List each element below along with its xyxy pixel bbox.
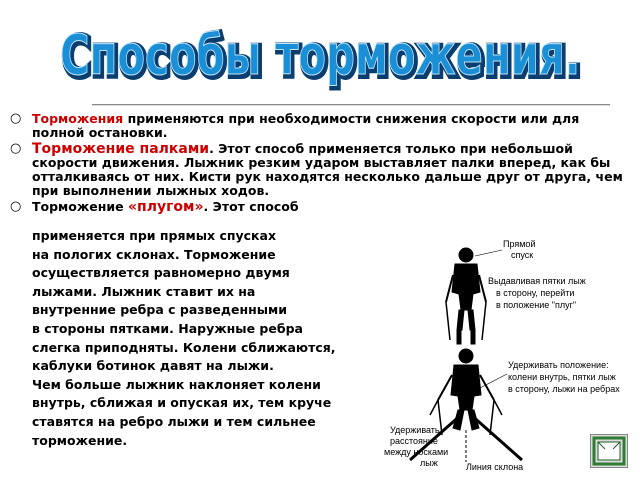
slide-title-text: Способы торможения. — [60, 23, 580, 87]
bullet-text: . Этот способ применяется только при небольшой скорости движения. Лыжник резким ударом выставляет палки вперед, как бы отталкиваясь от них. Кисти рук находятся несколько дальше друг от друга, чем при выполнении лыжных ходов. — [32, 141, 623, 198]
label-distance-4: лыж — [420, 458, 438, 468]
label-distance-2: расстояние — [390, 436, 438, 446]
text-line: на пологих склонах. Торможение — [32, 246, 276, 262]
plow-description — [32, 227, 336, 450]
bullet-item — [10, 200, 630, 214]
bullet-icon: ○ — [10, 111, 22, 126]
bullet-prefix: Торможение — [32, 199, 129, 214]
bullet-item — [10, 142, 630, 198]
label-step-2: в сторону, перейти — [496, 288, 575, 298]
bullet-text: применяются при необходимости снижения скорости или для полной остановки. — [32, 111, 580, 140]
text-line: Чем больше лыжник наклоняет колени — [32, 376, 321, 392]
text-line: торможение. — [32, 432, 128, 448]
text-line: в стороны пятками. Наружные ребра — [32, 320, 303, 336]
label-step-3: в положение "плуг" — [496, 300, 577, 310]
text-line: применяется при прямых спусках — [32, 228, 277, 243]
return-button[interactable] — [590, 434, 628, 468]
bullet-term: «плугом» — [128, 199, 204, 215]
text-line: каблуки ботинок давят на лыжи. — [32, 358, 274, 374]
label-distance-1: Удерживать — [390, 425, 440, 435]
bullet-term: Торможения — [32, 111, 124, 126]
label-step-1: Выдавливая пятки лыж — [488, 276, 586, 286]
text-line: ставятся на ребро лыжи и тем сильнее — [32, 413, 316, 429]
text-line: слегка приподняты. Колени сближаются, — [32, 339, 336, 355]
text-line: внутренние ребра с разведенными — [32, 302, 288, 318]
slide-title — [0, 0, 640, 100]
text-line: лыжами. Лыжник ставит их на — [32, 283, 256, 299]
bullet-item — [10, 112, 630, 140]
label-distance-3: между носками — [384, 447, 449, 457]
bullet-term: Торможение палками — [32, 141, 210, 157]
bullet-icon: ○ — [10, 199, 22, 214]
bullet-list — [10, 112, 630, 216]
text-line: осуществляется равномерно двумя — [32, 265, 290, 281]
text-line: внутрь, сближая и опуская их, тем круче — [32, 395, 332, 411]
label-straight-1: Прямой — [503, 239, 536, 249]
return-button-icon — [591, 435, 627, 467]
label-hold-1: Удерживать положение: — [508, 360, 609, 370]
label-slope-line: Линия склона — [466, 462, 524, 472]
label-hold-2: колени внутрь, пятки лыж — [508, 372, 616, 382]
bullet-text: . Этот способ — [203, 199, 299, 214]
leader-line — [475, 250, 502, 256]
bullet-icon: ○ — [10, 141, 22, 156]
slide-title-shadow: Способы торможения. — [62, 25, 582, 89]
label-hold-3: в сторону, лыжи на ребрах — [508, 384, 620, 394]
title-divider — [92, 104, 610, 106]
label-straight-2: спуск — [511, 250, 534, 260]
skier-straight-figure — [446, 248, 486, 344]
